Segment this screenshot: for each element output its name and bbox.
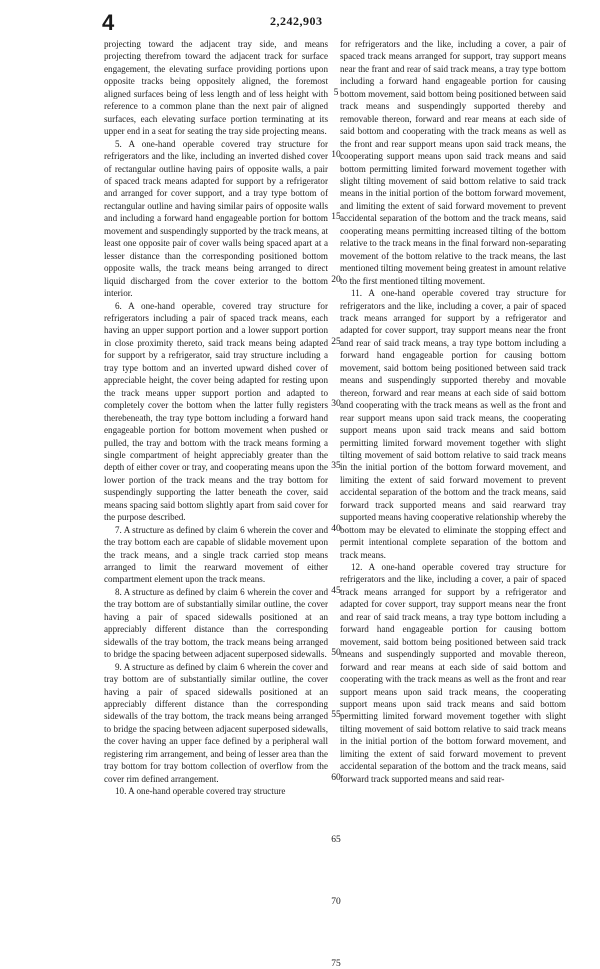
line-number: 45	[331, 585, 341, 596]
line-number: 55	[331, 710, 341, 721]
line-number: 65	[331, 834, 341, 845]
claim-paragraph: 12. A one-hand operable covered tray structure for refrigerators and the like, including a cover, a pair of spaced track means arranged for support by a refrigerator and adapted for cover support, tray support means near the front and rear of said track means, a tray type bottom including a forward hand engageable portion for causing bottom movement, said bottom being positioned between said track means and suspendingly supported and movable thereon, forward and rear means at each side of said bottom and cooperating with the track means as well as the front and rear support means upon said track means, the cooperating support means upon said track means and said bottom permitting limited forward movement together with slight tilting movement of said bottom relative to said track means in the initial portion of the bottom forward movement, and limiting the extent of said forward movement to prevent accidental separation of the bottom and the track means, said forward track supported means and said rear-	[340, 562, 566, 784]
line-number: 30	[331, 399, 341, 410]
claim-paragraph: 9. A structure as defined by claim 6 wherein the cover and tray bottom are of substantially similar outline, the cover having a pair of spaced sidewalls positioned at an appreciably different distance than the corresponding sidewalls of the tray bottom, the track means being arranged to bridge the spacing between adjacent superposed sidewalls, the cover having an upper face defined by a peripheral wall registering rim arrangement, and being of lesser area than the tray bottom for tray bottom collection of overflow from the cover rim defined arrangement.	[104, 661, 328, 784]
line-number: 50	[331, 648, 341, 659]
claim-paragraph: 5. A one-hand operable covered tray structure for refrigerators and the like, including an inverted dished cover of rectangular outline having pairs of opposite walls, a pair of spaced track means adapted for support by a refrigerator and arranged for cover support, and a tray type bottom of rectangular outline and having similar pairs of opposite walls and including a forward hand engageable portion for bottom movement and suspendingly supported by the track means, at least one opposite pair of cover walls being spaced apart at a lesser distance than the corresponding positioned bottom opposite walls, the track means being arranged to direct liquid discharged from the cover exterior to the bottom interior.	[104, 138, 329, 299]
line-number: 70	[331, 897, 341, 908]
line-number: 75	[331, 959, 341, 969]
claim-paragraph: 11. A one-hand operable covered tray structure for refrigerators and the like, including a cover, a pair of spaced track means arranged for support by a refrigerator and adapted for cover support, tray support means near the front and rear of said track means, a tray type bottom including a forward hand engageable portion for causing bottom movement, said bottom being positioned between said track means and suspendingly supported thereby and movable thereon, forward and rear means at each side of said bottom and cooperating with the track means as well as the front and rear support means upon said track means, the cooperating support means upon said track means and said bottom permitting limited forward movement together with slight tilting movement of said bottom relative to said track means in the initial portion of the bottom forward movement, and limiting the extent of said forward movement to prevent accidental separation of the bottom and the track means, said forward track supported means and said rearward tray supported means having cooperative relationship whereby the bottom may be elevated to eliminate the stopping effect and permit intentional complete separation of the bottom and track means.	[340, 288, 566, 560]
line-number: 15	[331, 212, 341, 223]
left-column	[104, 38, 328, 798]
line-number: 10	[331, 150, 341, 161]
claim-paragraph: 8. A structure as defined by claim 6 wherein the cover and the tray bottom are of substantially similar outline, the cover having a pair of spaced sidewalls positioned at an appreciably different distance than the corresponding sidewalls of the tray bottom, the track means being arranged to bridge the spacing between adjacent superposed sidewalls.	[104, 586, 328, 660]
line-number: 60	[331, 772, 341, 783]
line-number: 35	[331, 461, 341, 472]
line-number: 5	[333, 87, 339, 98]
claim-paragraph: for refrigerators and the like, including a cover, a pair of spaced track means arranged for support, tray support means near the frant and rear of said track means, a tray type bottom including a forward hand engageable portion for causing bottom movement, said bottom being positioned between said track means and suspendingly supported thereby and removable thereon, forward and rear means at each side of said bottom and cooperating with the track means as well as the front and rear support means upon said track means, the cooperating support means upon said track means and said bottom permitting limited forward movement together with slight tilting movement of said bottom relative to said track means in the initial portion of the bottom forward movement, and limiting the extent of said forward movement to prevent accidental separation of the bottom and the track means, said cooperating means permitting increased tilting of the bottom relative to the track means in the final forward non-separating movement of the bottom relative to the track means, the last mentioned tilting movement being greatest in amount relative to the first mentioned tilting movement.	[340, 39, 566, 286]
page-number: 4	[102, 10, 115, 35]
claim-paragraph: 10. A one-hand operable covered tray structure	[115, 786, 286, 797]
line-number: 40	[331, 523, 341, 534]
claim-paragraph: 6. A one-hand operable, covered tray structure for refrigerators including a pair of spaced track means, each having an upper support portion and a lower support portion in close proximity thereto, said track means being adapted for support by a refrigerator, said tray structure including a tray type bottom and an inverted upward dished cover of appreciable height, the cover being adapted for resting upon the track means upper support portion and adapted to completely cover the bottom when the latter fully registers therebeneath, the tray type bottom including a forward hand engageable portion for bottom movement when pushed or pulled, the tray and bottom with the track means forming a single compartment of height appreciably greater than the depth of either cover or tray, and cooperating means upon the lower portion of the track means and the tray bottom for suspendingly supporting the latter beneath the cover, said means spacing said bottom slightly apart from said cover for the purpose described.	[104, 300, 328, 523]
line-number: 20	[331, 274, 341, 285]
claim-paragraph: 7. A structure as defined by claim 6 wherein the cover and the tray bottom each are capable of slidable movement upon the track means, and a single track carried stop means arranged to limit the rearward movement of either compartment element upon the track means.	[104, 524, 328, 585]
right-column	[340, 38, 566, 785]
patent-number: 2,242,903	[270, 14, 323, 28]
line-number: 25	[331, 336, 341, 347]
claim-paragraph: projecting toward the adjacent tray side, and means projecting therefrom toward the adjacent track for surface engagement, the elevating surface providing portions upon opposite tracks being oppositely aligned, the foremost aligned surfaces being of less length and of less height with reference to a common plane than the next pair of aligned surfaces, each elevating surface portion terminating at its upper end in a seat for seating the tray side projecting means.	[104, 39, 328, 137]
